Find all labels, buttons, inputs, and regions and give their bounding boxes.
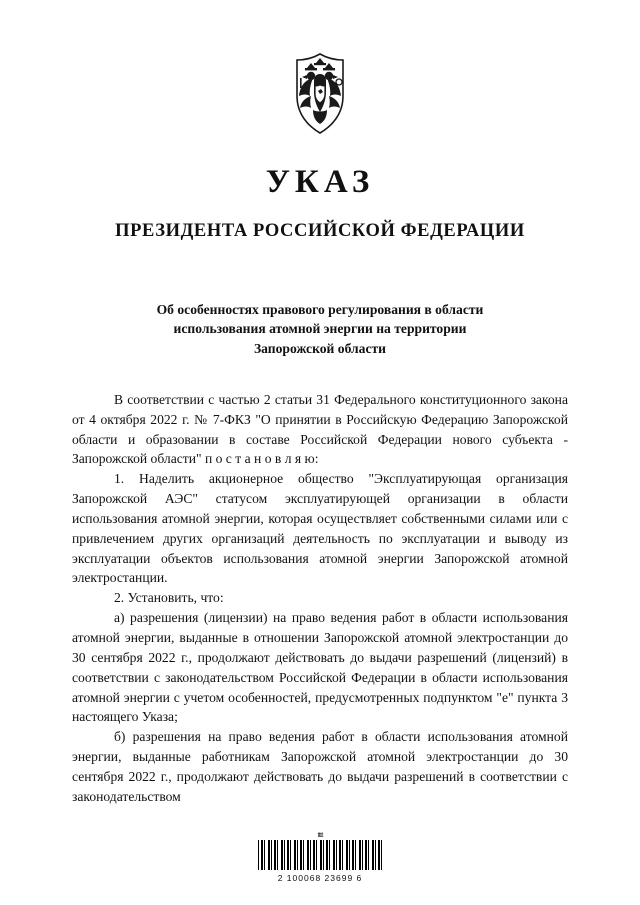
body-paragraph-5: б) разрешения на право ведения работ в области использования атомной энергии, выданные работникам Запорожской атомной электростанции до 30 сентября 2022 г., продолжают действовать до выдачи разрешений в соответствии с законодательством xyxy=(72,729,568,804)
body-paragraph-2: 1. Наделить акционерное общество "Эксплуатирующая организация Запорожской АЭС" статусом эксплуатирующей организации в области использования атомной энергии, которая осуществляет собственными силами или с привлечением других организаций деятельность по эксплуатации и выводу из эксплуатации объектов использования атомной энергии Запорожской атомной электростанции. xyxy=(72,471,568,586)
russian-coat-of-arms-icon xyxy=(283,52,357,136)
subject-line-2: использования атомной энергии на территории xyxy=(173,321,467,337)
barcode-area xyxy=(0,831,640,883)
body-paragraph-4: а) разрешения (лицензии) на право ведения работ в области использования атомной энергии, выданные в отношении Запорожской атомной электростанции до 30 сентября 2022 г., продолжают действовать до выдачи разрешений (лицензий) в соответствии с законодательством Российской Федерации в области использования атомной энергии с учетом особенностей, предусмотренных подпунктом "е" пункта 3 настоящего Указа; xyxy=(72,610,568,725)
subject-line-1: Об особенностях правового регулирования в области xyxy=(156,302,484,317)
barcode-icon xyxy=(258,840,382,870)
document-subject xyxy=(72,300,568,358)
barcode-mark: tttt xyxy=(317,830,323,839)
document-title: УКАЗ xyxy=(265,164,375,200)
barcode-number: 2 100068 23699 6 xyxy=(277,873,363,883)
subject-line-3: Запорожской области xyxy=(254,340,386,356)
document-subtitle: ПРЕЗИДЕНТА РОССИЙСКОЙ ФЕДЕРАЦИИ xyxy=(115,221,525,241)
body-paragraph-3: 2. Установить, что: xyxy=(114,590,224,606)
body-paragraph-1: В соответствии с частью 2 статьи 31 Федерального конституционного закона от 4 октября 2022 г. № 7-ФКЗ "О принятии в Российскую Федерацию Запорожской области и образовании в составе Российской Федерации нового субъекта - Запорожской области" п о с т а н о в л я ю: xyxy=(72,391,568,467)
emblem-container xyxy=(72,0,568,136)
document-body xyxy=(72,390,568,807)
